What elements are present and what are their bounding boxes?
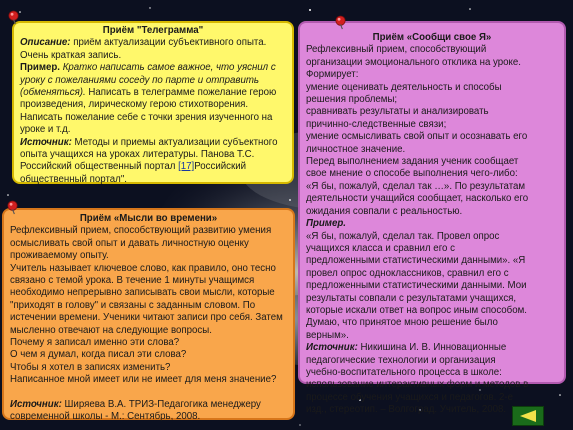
source-label: Источник: — [20, 136, 72, 148]
text-line: умение осмысливать свой опыт и осознавать его — [306, 131, 528, 143]
text-line: связано с темой урока. В течение 1 минуты учащимся — [10, 275, 255, 287]
description-label: Описание: — [20, 37, 71, 49]
text-line: изд., стереотип. – Волгоград. Учитель, 2008. — [306, 404, 507, 416]
example-label: Пример. — [20, 62, 60, 74]
example-body — [306, 231, 558, 343]
telegram-line: Российский — [194, 161, 247, 173]
telegram-line: Написать в телеграмме пожелание герою — [85, 87, 277, 99]
text-line: свое мнение о способе выполнения чего-либо: — [306, 168, 518, 180]
telegram-line: общественный портал". — [20, 173, 127, 185]
reference-link[interactable]: [17] — [178, 161, 195, 173]
tell-yourself-card — [298, 21, 566, 416]
example-label: Пример. — [306, 218, 346, 230]
source-label: Источник: — [10, 398, 62, 410]
thoughts-body — [10, 225, 287, 386]
text-line: Перед выполнением задания ученик сообщает — [306, 156, 519, 168]
text-line: организации эмоционального отклика на уроке. — [306, 56, 521, 68]
text-line: учебно-воспитательного процесса в школе: — [306, 366, 502, 378]
text-line: предложенными статистическими данными». «Я — [306, 255, 526, 267]
text-line: "приходят в голову" и связаны с заданным словом. По — [10, 299, 256, 311]
text-line: Почему я записал именно эти слова? — [10, 337, 180, 349]
text-line: педагогические технологии и организация — [306, 354, 496, 366]
text-line: Написанное мной имеет или не имеет для меня значение? — [10, 374, 277, 386]
tell-yourself-body — [306, 44, 558, 218]
source-text: Ширяева В.А. ТРИЗ-Педагогика менеджеру — [61, 398, 261, 410]
source-label: Источник: — [306, 342, 358, 354]
telegram-title: Приём "Телеграмма" — [102, 25, 204, 36]
text-line: провел опрос одноклассников, сравнил его с — [306, 267, 509, 279]
telegram-line: Очень краткая запись. — [20, 49, 122, 61]
pushpin-icon — [6, 10, 21, 25]
example-text: Кратко написать самое важное, что уяснил с — [60, 62, 276, 74]
source-text: современной школы - М.: Сентябрь, 2008. — [10, 411, 201, 423]
back-button[interactable] — [512, 406, 544, 426]
telegram-line: Написать пожелание себе с точки зрения изученного на — [20, 111, 273, 123]
text-line: процессе обучения учащихся и педагогов. 2-е — [306, 391, 514, 403]
text-line: умение оценивать деятельность и способы — [306, 81, 502, 93]
text-line: использование интерактивных форм и методов в — [306, 379, 529, 391]
text-line: личностное значение. — [306, 143, 406, 155]
source-text: Методы и приемы актуализации субъектного — [71, 136, 278, 148]
text-line: предложенными статистическими данными. Мои — [306, 280, 527, 292]
text-line: Рефлексивный прием, способствующий развитию умения — [10, 225, 272, 237]
text-line: результаты совпали с результатами учащихся, — [306, 292, 517, 304]
telegram-line: уроку с пожеланиями соседу по парте и отправить — [20, 74, 260, 86]
text-line: которые искали ответ на вопрос иным способом. — [306, 304, 527, 316]
text-line: мысленно отвечают на следующие вопросы. — [10, 324, 212, 336]
text-line: Учитель называет ключевое слово, как правило, оно тесно — [10, 262, 276, 274]
text-line: Чтобы я хотел в записях изменить? — [10, 361, 171, 373]
telegram-line: уроке и т.д. — [20, 124, 71, 136]
text-line: «Я бы, пожалуй, сделал так. Провел опрос — [306, 230, 500, 242]
telegram-line: произведения, лирическому герою стихотворения. — [20, 99, 249, 111]
thoughts-in-time-card — [2, 208, 295, 423]
text-line: осмысливать свой опыт и давать личностную оценку — [10, 237, 249, 249]
description-text: приём актуализации субъективного опыта. — [70, 37, 267, 49]
text-line: причинно-следственные связи; — [306, 118, 447, 130]
telegram-line: опыта учащихся на уроках литературы. Панова Т.С. — [20, 149, 255, 161]
text-line: Формирует: — [306, 69, 359, 81]
text-line: проживаемому опыту. — [10, 250, 109, 262]
text-line: «Я бы, пожалуй, сделал так …». По результатам — [306, 180, 526, 192]
text-line: сравнивать результаты и анализировать — [306, 106, 489, 118]
text-line: верным». — [306, 329, 349, 341]
text-line: Думаю, что принятое мною решение было — [306, 317, 498, 329]
text-line: учащихся класса и сравнил его с — [306, 242, 455, 254]
triangle-left-icon — [513, 407, 543, 425]
pushpin-icon — [5, 200, 20, 215]
text-line: деятельности учащийся сообщает, насколько его — [306, 193, 529, 205]
pushpin-icon — [333, 15, 348, 30]
text-line: истечении времени. Ученики читают записи про себя. Затем — [10, 312, 283, 324]
thoughts-title: Приём «Мысли во времени» — [79, 213, 218, 224]
source-text: Никишина И. В. Инновационные — [357, 342, 507, 354]
telegram-line: (обменяться). — [20, 87, 86, 99]
text-line: решения проблемы; — [306, 94, 398, 106]
telegram-card — [12, 21, 294, 184]
text-line: Рефлексивный прием, способствующий — [306, 44, 487, 56]
telegram-line: Российский общественный портал — [20, 161, 179, 173]
text-line: О чем я думал, когда писал эти слова? — [10, 349, 187, 361]
tell-yourself-title: Приём «Сообщи свое Я» — [372, 32, 492, 43]
text-line: необходимо непрерывно записывать свои мысли, которые — [10, 287, 275, 299]
text-line: ожидания совпали с реальностью. — [306, 205, 463, 217]
